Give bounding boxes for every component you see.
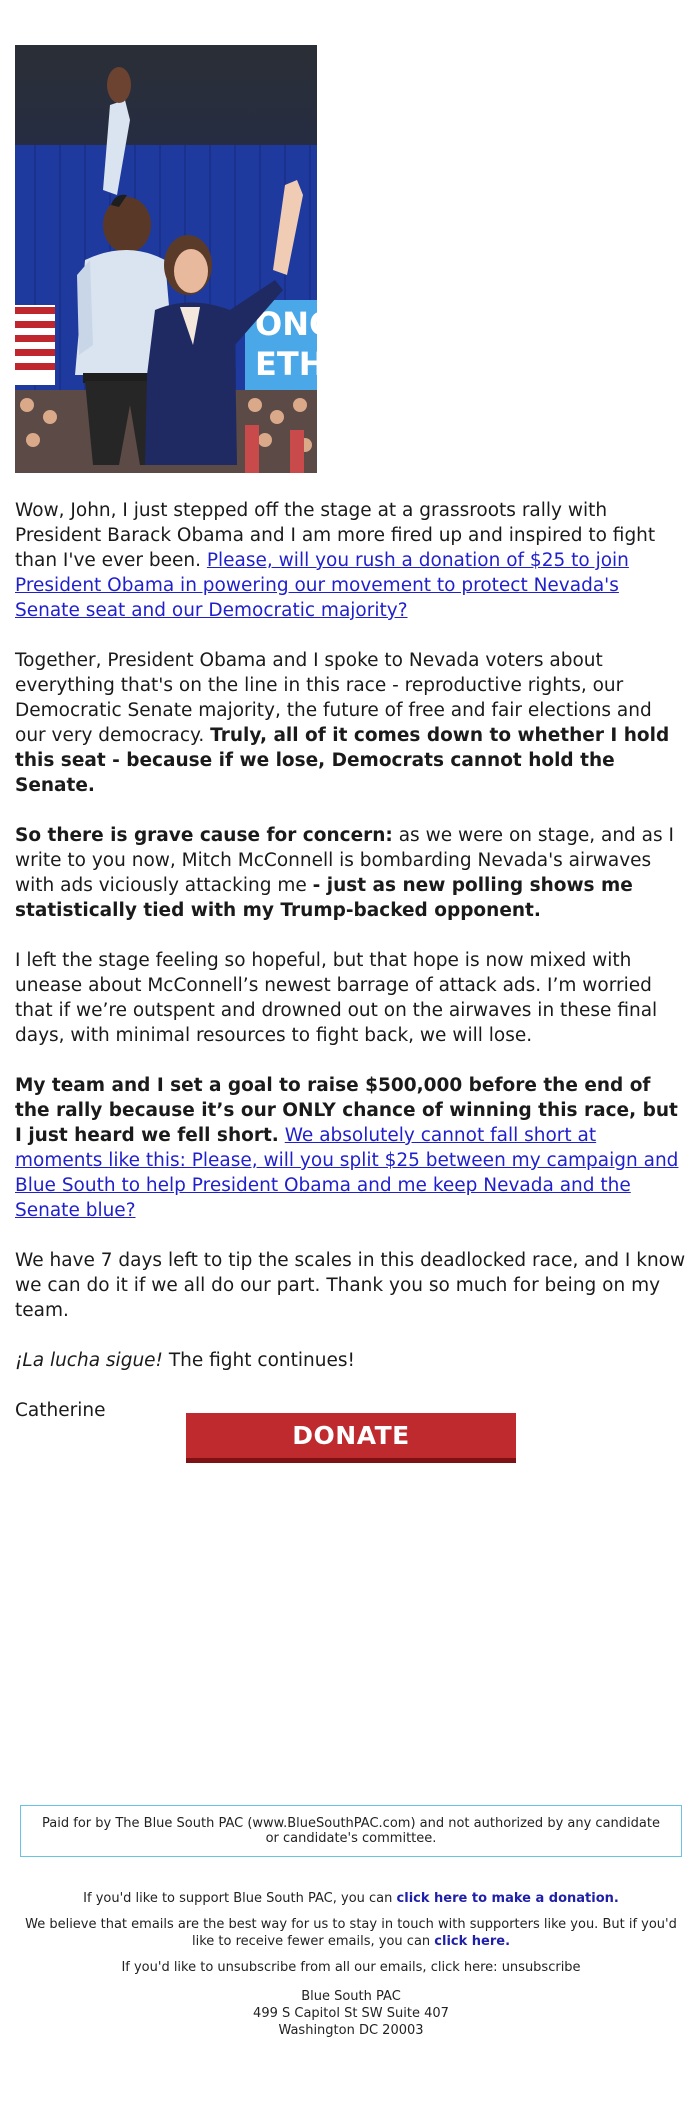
paid-for-text: Paid for by The Blue South PAC (www.BlueSouthPAC.com) and not authorized by any candidate or candidate's committee. — [42, 1816, 660, 1846]
paragraph-7 — [15, 1348, 687, 1373]
footer-fewer-emails — [20, 1916, 682, 1950]
donate-button[interactable]: DONATE — [186, 1413, 516, 1463]
donate-25-link[interactable]: Please, will you rush a donation of $25 to join President Obama in powering our movement to protect Nevada's Senate seat and our Democratic majority? — [15, 550, 629, 621]
address-line-2: Washington DC 20003 — [278, 2023, 424, 2038]
banner-text-top: ONG — [255, 305, 336, 343]
paragraph-6 — [15, 1248, 687, 1323]
footer-support — [20, 1890, 682, 1907]
unsubscribe-text: If you'd like to unsubscribe from all our emails, click here: — [121, 1960, 502, 1975]
footer — [20, 1890, 682, 2039]
paragraph-5 — [15, 1073, 687, 1223]
rally-photo — [15, 45, 336, 473]
paragraph-4 — [15, 948, 687, 1048]
mailing-address — [20, 1988, 682, 2039]
p3-bold-tail: - just as new polling shows me statistically tied with my Trump-backed opponent. — [15, 875, 633, 921]
support-text: If you'd like to support Blue South PAC, you can — [83, 1891, 397, 1906]
signature: Catherine — [15, 1400, 106, 1421]
footer-unsubscribe — [20, 1959, 682, 1976]
p2-text: Together, President Obama and I spoke to Nevada voters about everything that's on the line in this race - reproductive rights, our Democratic Senate majority, the future of free and fair elections and our very democracy. — [15, 650, 652, 746]
p2-bold-text: Truly, all of it comes down to whether I hold this seat - because if we lose, Democrats cannot hold the Senate. — [15, 725, 670, 796]
p3-bold-lead: So there is grave cause for concern: — [15, 825, 393, 846]
paragraph-2 — [15, 648, 687, 798]
fewer-emails-text: We believe that emails are the best way for us to stay in touch with supporters like you. But if you'd like to receive fewer emails, you can — [25, 1917, 677, 1949]
p3-text: as we were on stage, and as I write to you now, Mitch McConnell is bombarding Nevada's airwaves with ads viciously attacking me — [15, 825, 674, 896]
make-donation-link[interactable]: click here to make a donation. — [396, 1891, 619, 1906]
p7-italic: ¡La lucha sigue! — [15, 1350, 163, 1371]
address-line-1: 499 S Capitol St SW Suite 407 — [253, 2006, 449, 2021]
split-25-link[interactable]: We absolutely cannot fall short at moments like this: Please, will you split $25 between my campaign and Blue South to help President Obama and me keep Nevada and the Senate blue? — [15, 1125, 679, 1221]
message-body — [15, 498, 687, 1448]
p5-bold-text: My team and I set a goal to raise $500,000 before the end of the rally because it’s our ONLY chance of winning this race, but I just heard we fell short. — [15, 1075, 678, 1146]
p7-text: The fight continues! — [162, 1350, 355, 1371]
paragraph-3 — [15, 823, 687, 923]
p1-text: Wow, John, I just stepped off the stage at a grassroots rally with President Barack Obama and I am more fired up and inspired to fight than I've ever been. — [15, 500, 656, 571]
paid-for-disclaimer — [20, 1805, 682, 1857]
org-name: Blue South PAC — [301, 1989, 401, 2004]
paragraph-1 — [15, 498, 687, 623]
unsubscribe-link[interactable]: unsubscribe — [501, 1960, 581, 1975]
fewer-emails-link[interactable]: click here. — [434, 1934, 511, 1949]
p6-text: We have 7 days left to tip the scales in this deadlocked race, and I know we can do it if we all do our part. Thank you so much for being on my team. — [15, 1250, 686, 1321]
banner-text-bottom: ETH — [255, 345, 326, 383]
flag-graphic — [15, 305, 55, 385]
p4-text: I left the stage feeling so hopeful, but that hope is now mixed with unease about McConnell’s newest barrage of attack ads. I’m worried that if we’re outspent and drowned out on the airwaves in these final days, with minimal resources to fight back, we will lose. — [15, 950, 658, 1046]
